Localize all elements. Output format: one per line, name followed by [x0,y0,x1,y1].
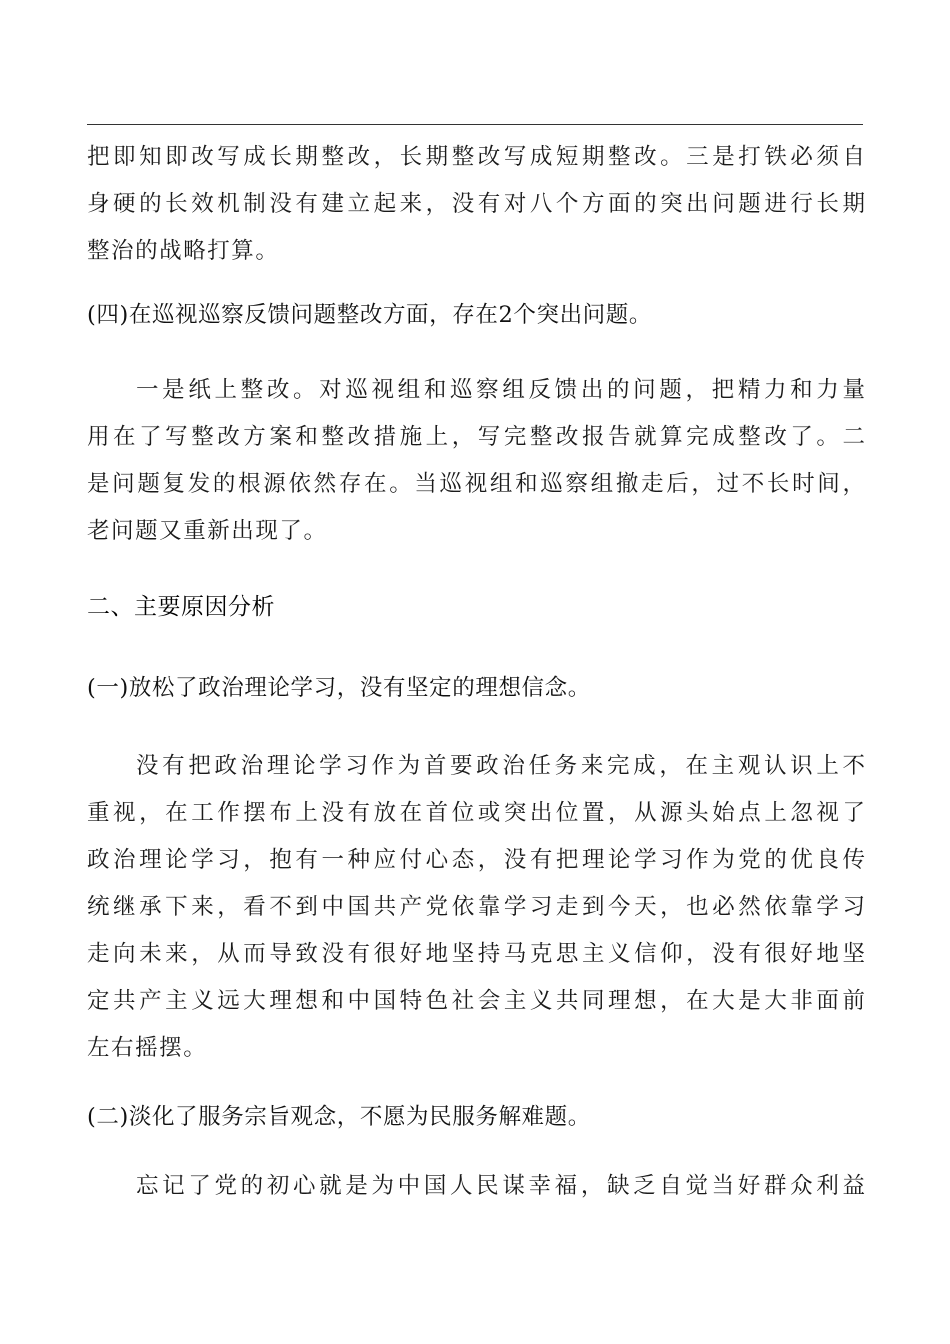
paragraph-line: 老问题又重新出现了。 [87,518,328,544]
paragraph-line: 忘记了党的初心就是为中国人民谋幸福，缺乏自觉当好群众利益 [136,1173,865,1199]
subsection-heading-4: (四)在巡视巡察反馈问题整改方面，存在2个突出问题。 [87,302,652,328]
paragraph-line: 左右摇摆。 [87,1035,208,1061]
paragraph-line: 走向未来，从而导致没有很好地坚持马克思主义信仰，没有很好地坚 [87,941,865,967]
paragraph-line: 是问题复发的根源依然存在。当巡视组和巡察组撤走后，过不长时间， [87,471,865,497]
subsection-heading-2: (二)淡化了服务宗旨观念，不愿为民服务解难题。 [87,1104,591,1130]
paragraph-line: 一是纸上整改。对巡视组和巡察组反馈出的问题，把精力和力量 [136,377,865,403]
paragraph-line: 身硬的长效机制没有建立起来，没有对八个方面的突出问题进行长期 [87,191,865,217]
paragraph-line: 统继承下来，看不到中国共产党依靠学习走到今天，也必然依靠学习 [87,894,865,920]
header-rule [87,124,863,125]
paragraph-line: 用在了写整改方案和整改措施上，写完整改报告就算完成整改了。二 [87,424,865,450]
section-heading-2: 二、主要原因分析 [87,594,275,620]
paragraph-line: 政治理论学习，抱有一种应付心态，没有把理论学习作为党的优良传 [87,847,865,873]
paragraph-line: 没有把政治理论学习作为首要政治任务来完成，在主观认识上不 [136,753,865,779]
subsection-heading-1: (一)放松了政治理论学习，没有坚定的理想信念。 [87,675,591,701]
paragraph-line: 重视，在工作摆布上没有放在首位或突出位置，从源头始点上忽视了 [87,800,865,826]
paragraph-line: 定共产主义远大理想和中国特色社会主义共同理想，在大是大非面前 [87,988,865,1014]
paragraph-line: 把即知即改写成长期整改，长期整改写成短期整改。三是打铁必须自 [87,144,865,170]
paragraph-line: 整治的战略打算。 [87,238,280,264]
